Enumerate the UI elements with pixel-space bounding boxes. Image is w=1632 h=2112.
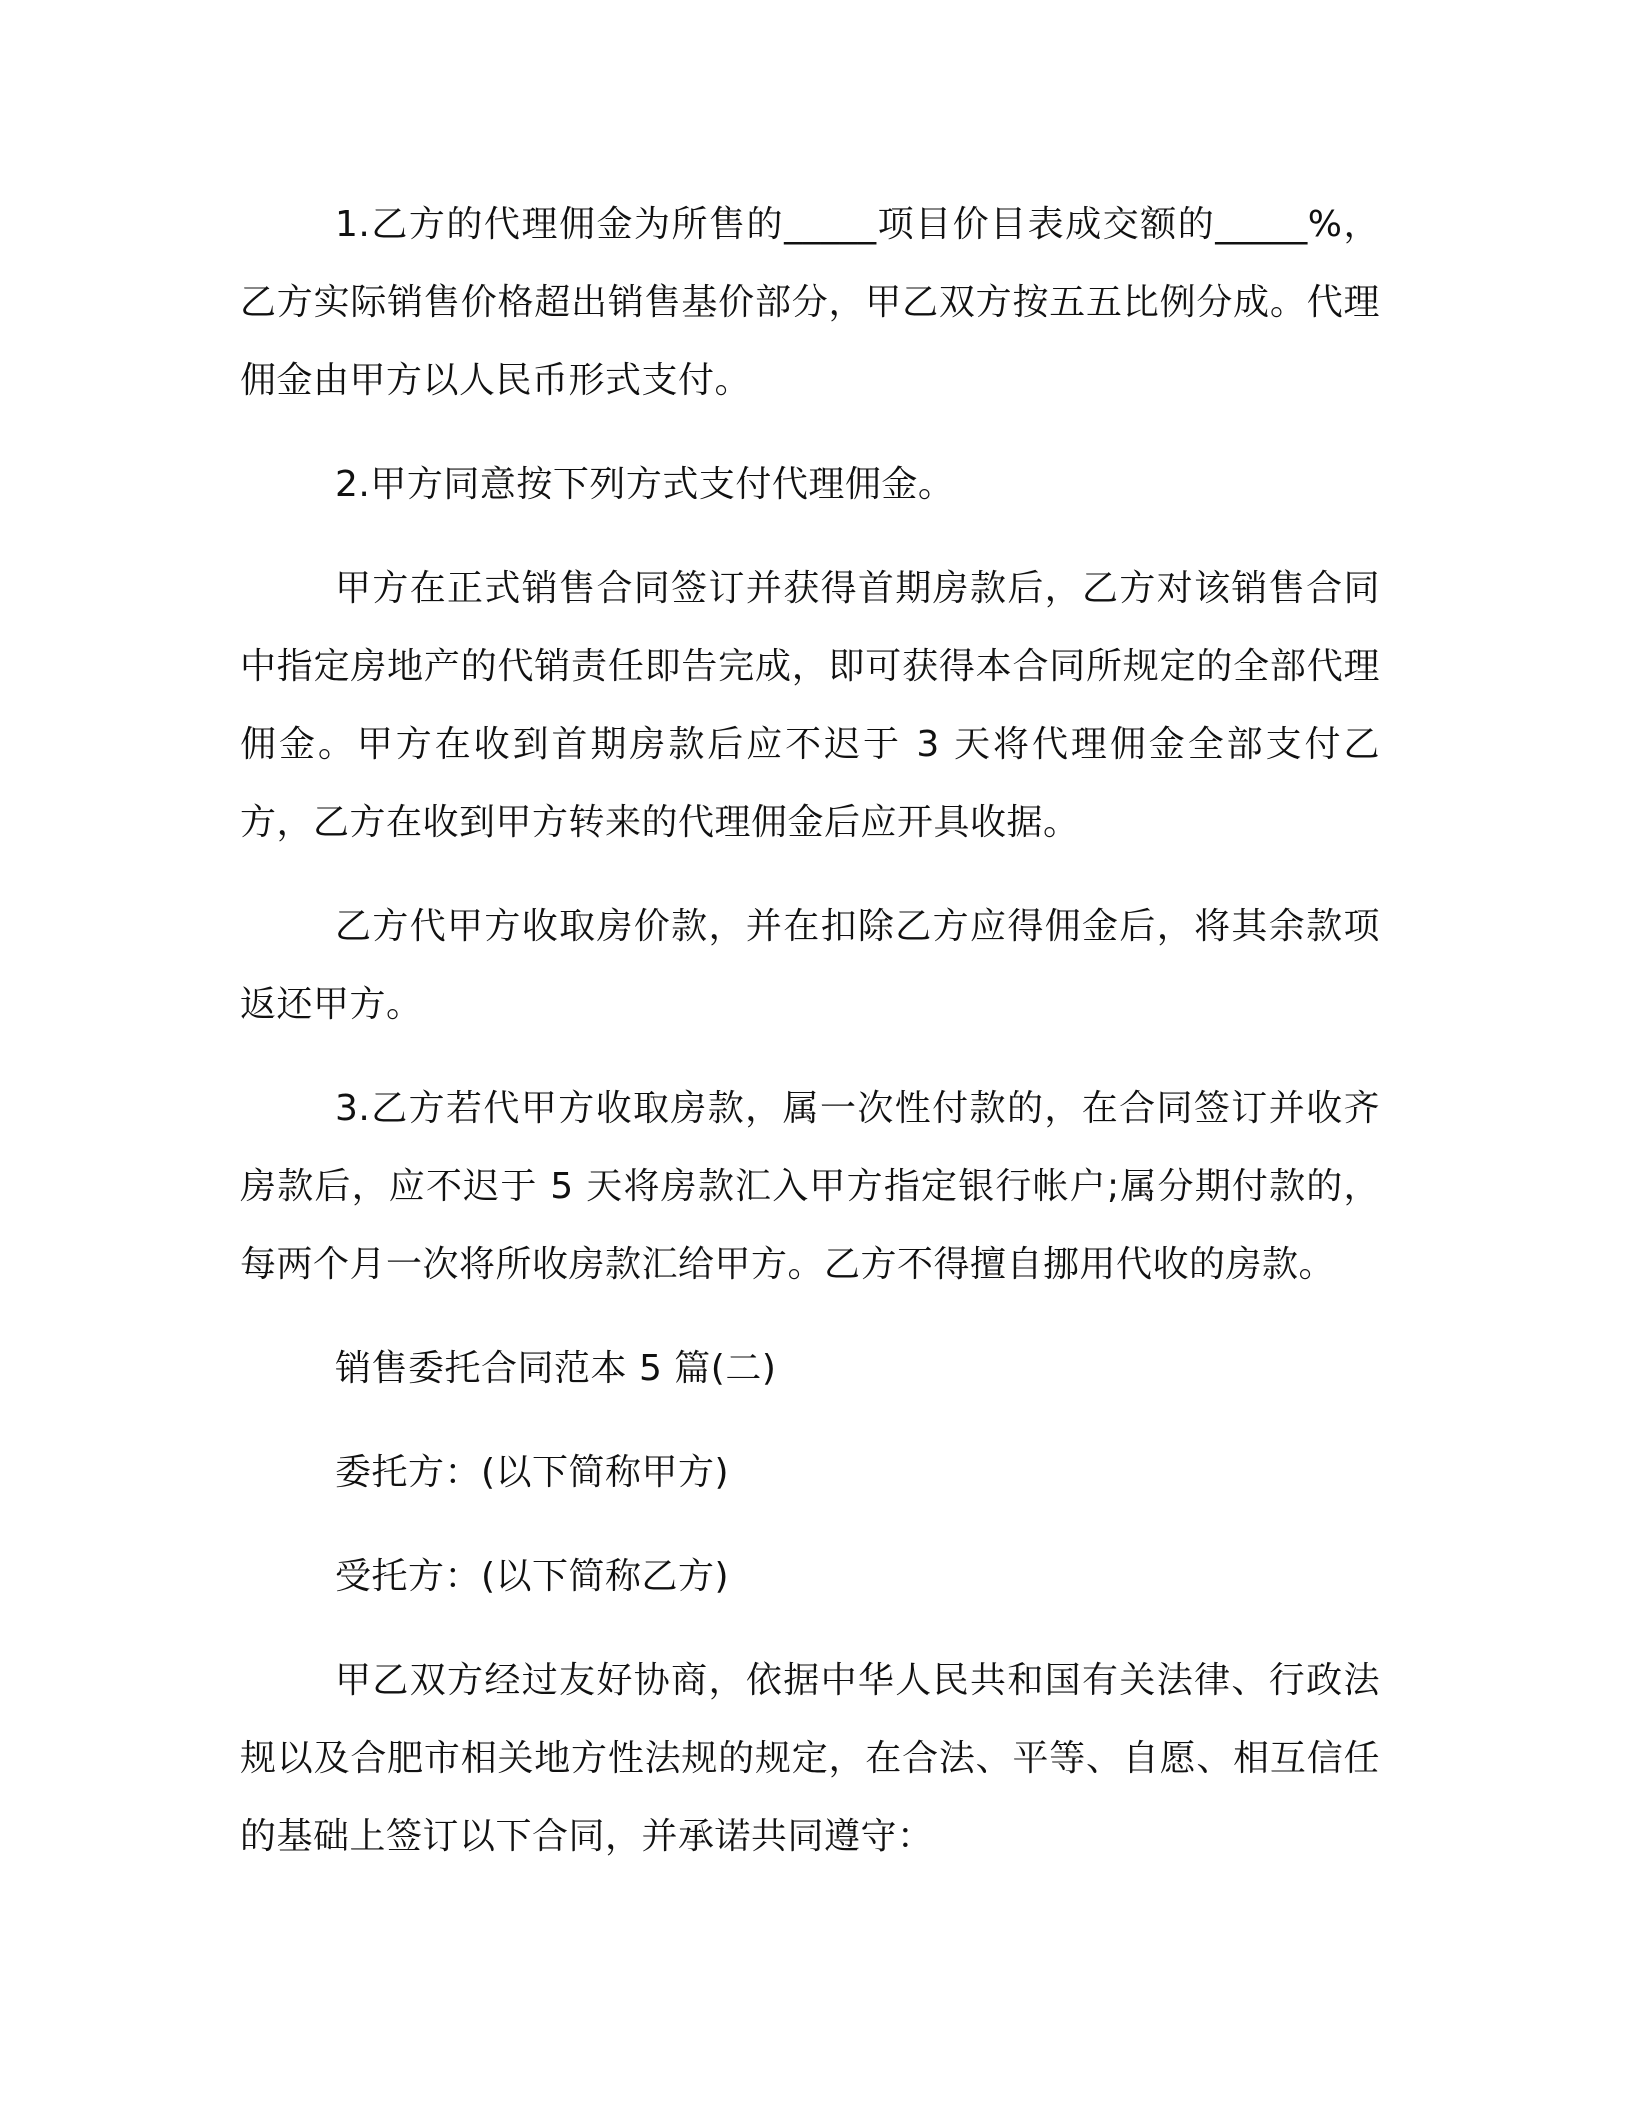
party-client: 委托方：(以下简称甲方) <box>335 1452 730 1493</box>
paragraph-collect-payment: 乙方代甲方收取房价款，并在扣除乙方应得佣金后，将其余款项返还甲方。 <box>240 906 1380 1025</box>
section-heading: 销售委托合同范本 5 篇(二) <box>335 1348 777 1389</box>
document-body <box>240 186 1380 1876</box>
paragraph-remit-payment: 3.乙方若代甲方收取房款，属一次性付款的，在合同签订并收齐房款后，应不迟于 5 天将房款汇入甲方指定银行帐户;属分期付款的，每两个月一次将所收房款汇给甲方。乙方不得擅自挪用代收的房款。 <box>240 1088 1380 1285</box>
paragraph-agreement-basis: 甲乙双方经过友好协商，依据中华人民共和国有关法律、行政法规以及合肥市相关地方性法规的规定，在合法、平等、自愿、相互信任的基础上签订以下合同，并承诺共同遵守： <box>240 1660 1380 1857</box>
paragraph-commission-rate: 1.乙方的代理佣金为所售的_____项目价目表成交额的_____%，乙方实际销售价格超出销售基价部分，甲乙双方按五五比例分成。代理佣金由甲方以人民币形式支付。 <box>240 204 1380 401</box>
party-agent: 受托方：(以下简称乙方) <box>335 1556 730 1597</box>
paragraph-commission-completion: 甲方在正式销售合同签订并获得首期房款后，乙方对该销售合同中指定房地产的代销责任即告完成，即可获得本合同所规定的全部代理佣金。甲方在收到首期房款后应不迟于 3 天将代理佣金全部支付乙方，乙方在收到甲方转来的代理佣金后应开具收据。 <box>240 568 1380 843</box>
paragraph-payment-method: 2.甲方同意按下列方式支付代理佣金。 <box>335 464 955 505</box>
